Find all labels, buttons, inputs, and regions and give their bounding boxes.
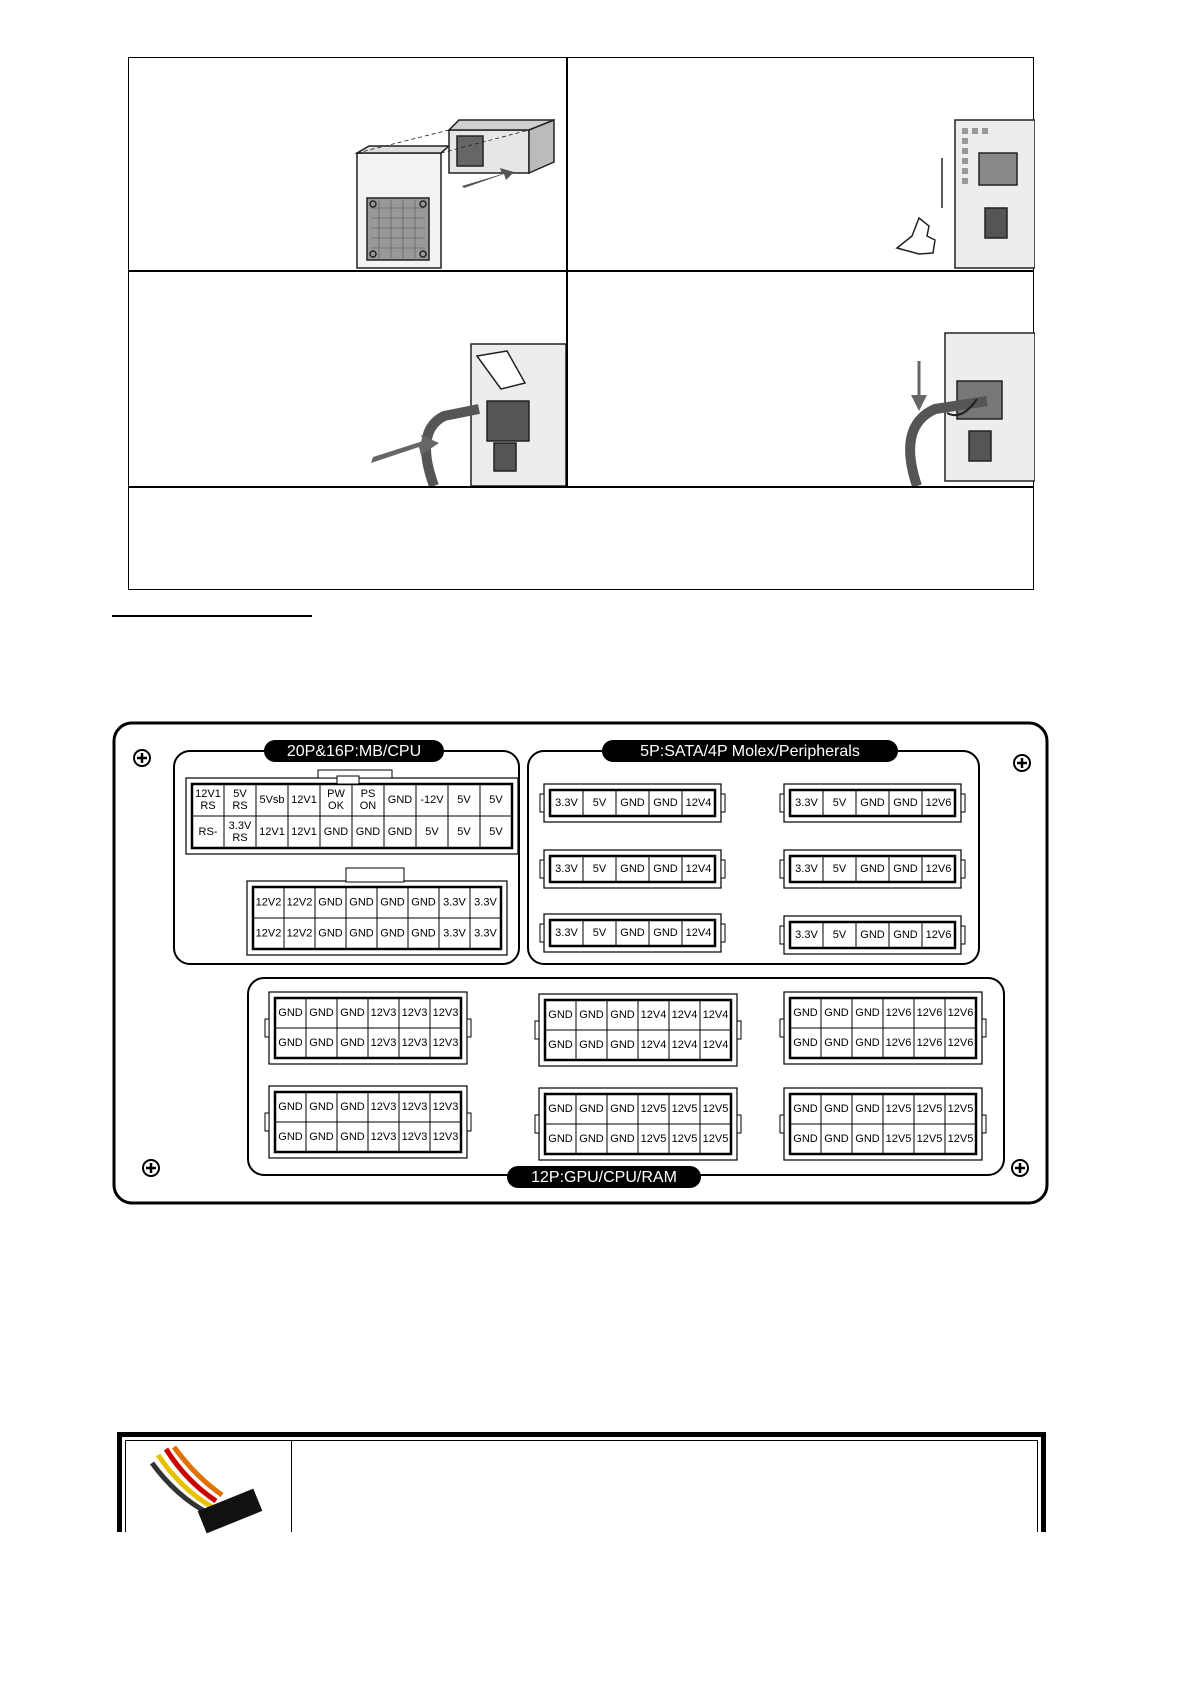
screw-icon <box>143 1160 159 1176</box>
pin-label: GND <box>309 1006 334 1019</box>
pin-label: GND <box>309 1130 334 1143</box>
pin-label: 12V3 <box>432 1006 459 1019</box>
pin-label: 12V6 <box>925 796 952 809</box>
cable-photo-cell <box>126 1441 292 1532</box>
pin-label: GND <box>355 825 381 838</box>
pin-label: GND <box>380 927 405 940</box>
pin-label: 12V5 <box>885 1132 912 1145</box>
screw-icon <box>134 750 150 766</box>
pin-label: 12V5 <box>702 1132 729 1145</box>
pin-label: 12V6 <box>947 1006 974 1019</box>
connector-12pin-gpu-1 <box>265 992 471 1064</box>
pin-label: 12V3 <box>432 1036 459 1049</box>
connector-12pin-gpu-4 <box>265 1086 471 1158</box>
pin-label: GND <box>793 1006 818 1019</box>
pin-label: GND <box>340 1100 365 1113</box>
pin-label: GND <box>824 1006 849 1019</box>
pin-label: GND <box>548 1008 573 1021</box>
cable-description-cell <box>292 1441 1037 1532</box>
pin-label: PW <box>327 787 345 800</box>
connector-12pin-gpu-3 <box>780 992 986 1064</box>
pin-label: 5V <box>832 862 847 875</box>
pin-label: GND <box>824 1132 849 1145</box>
pin-label: 12V1 <box>195 787 221 800</box>
power-cable-illustration <box>129 271 566 486</box>
power-switch-illustration <box>567 58 1035 270</box>
pin-label: 12V3 <box>432 1130 459 1143</box>
pin-label: 12V2 <box>255 896 282 909</box>
pin-label: GND <box>349 927 374 940</box>
pin-label: 12V4 <box>671 1038 698 1051</box>
pin-label: 12V5 <box>885 1102 912 1115</box>
connector-sata-right-1 <box>780 784 965 822</box>
step-install-psu <box>129 58 566 270</box>
pin-label: GND <box>340 1130 365 1143</box>
pin-label: GND <box>349 896 374 909</box>
pin-label: GND <box>579 1132 604 1145</box>
group-title-peripherals <box>602 740 898 762</box>
pin-label: GND <box>309 1100 334 1113</box>
grid-divider <box>129 486 1033 488</box>
pin-label: 12V4 <box>702 1008 729 1021</box>
pin-label: 5V <box>592 796 607 809</box>
svg-text:20P&16P:MB/CPU: 20P&16P:MB/CPU <box>286 743 422 761</box>
pin-label: 12V2 <box>286 927 313 940</box>
connector-12pin-gpu-5 <box>535 1088 741 1160</box>
pin-label: GND <box>620 926 645 939</box>
pin-label: GND <box>278 1100 303 1113</box>
pin-label: 5V <box>457 793 471 806</box>
pin-label: 12V3 <box>401 1100 428 1113</box>
pin-label: 12V6 <box>916 1006 943 1019</box>
pin-label: OK <box>328 799 344 812</box>
pin-label: GND <box>855 1102 880 1115</box>
pin-label: 12V1 <box>291 793 317 806</box>
pin-label: 12V4 <box>640 1008 667 1021</box>
pin-label: 12V3 <box>401 1006 428 1019</box>
pin-label: GND <box>855 1132 880 1145</box>
pin-label: PS <box>360 787 376 800</box>
power-cable-clip-illustration <box>567 271 1035 486</box>
pin-label: GND <box>579 1008 604 1021</box>
pin-label: 12V6 <box>885 1006 912 1019</box>
pin-label: 12V4 <box>671 1008 698 1021</box>
pin-label: 5V <box>592 862 607 875</box>
svg-text:5P:SATA/4P Molex/Peripherals: 5P:SATA/4P Molex/Peripherals <box>640 743 860 761</box>
pin-label: 5V <box>457 825 471 838</box>
pin-label: 12V5 <box>947 1102 974 1115</box>
pin-label: 3.3V <box>443 927 466 940</box>
connector-16pin-cpu <box>247 868 507 955</box>
step-secure-clip <box>567 271 1035 486</box>
pin-label: 12V4 <box>685 926 712 939</box>
pin-label: GND <box>579 1102 604 1115</box>
pin-label: 5V <box>425 825 439 838</box>
step-plug-cable <box>129 271 566 486</box>
pin-label: GND <box>653 862 678 875</box>
power-supply-illustration <box>129 58 566 270</box>
connector-12pin-gpu-6 <box>780 1088 986 1160</box>
pin-label: 5Vsb <box>259 793 285 806</box>
pin-label: GND <box>340 1006 365 1019</box>
pin-label: GND <box>855 1036 880 1049</box>
pin-label: 3.3V <box>555 926 578 939</box>
pin-label: 3.3V <box>555 796 578 809</box>
pin-label: RS <box>200 799 216 812</box>
pin-label: GND <box>893 862 918 875</box>
pin-label: ON <box>359 799 377 812</box>
pin-label: GND <box>309 1036 334 1049</box>
pin-label: 12V5 <box>640 1132 667 1145</box>
pin-label: 12V5 <box>702 1102 729 1115</box>
group-title-gpu <box>507 1166 701 1188</box>
pin-label: GND <box>793 1132 818 1145</box>
pin-label: 12V4 <box>685 862 712 875</box>
pin-label: GND <box>579 1038 604 1051</box>
pin-label: 12V5 <box>671 1132 698 1145</box>
pin-label: RS <box>232 831 248 844</box>
pin-label: 12V5 <box>671 1102 698 1115</box>
pin-label: 12V1 <box>291 825 317 838</box>
connector-20pin-mb <box>186 770 518 854</box>
screw-icon <box>1012 1160 1028 1176</box>
cable-table <box>117 1432 1046 1532</box>
pin-label: 12V5 <box>916 1132 943 1145</box>
pin-label: GND <box>278 1006 303 1019</box>
pin-label: GND <box>411 896 436 909</box>
pin-label: GND <box>893 928 918 941</box>
pin-label: GND <box>653 926 678 939</box>
pin-label: GND <box>548 1038 573 1051</box>
pin-label: GND <box>278 1130 303 1143</box>
pin-label: GND <box>318 927 343 940</box>
pin-label: 3.3V <box>555 862 578 875</box>
pin-label: 12V6 <box>916 1036 943 1049</box>
pin-label: 12V3 <box>370 1036 397 1049</box>
pin-label: GND <box>653 796 678 809</box>
pin-label: 3.3V <box>443 896 466 909</box>
pin-label: 3.3V <box>795 796 818 809</box>
pin-label: GND <box>548 1132 573 1145</box>
pin-label: GND <box>380 896 405 909</box>
pin-label: 12V5 <box>640 1102 667 1115</box>
pin-label: GND <box>855 1006 880 1019</box>
pin-label: GND <box>340 1036 365 1049</box>
pin-label: GND <box>278 1036 303 1049</box>
pin-label: GND <box>793 1102 818 1115</box>
pin-label: GND <box>824 1036 849 1049</box>
pin-label: 12V3 <box>432 1100 459 1113</box>
pin-label: 12V6 <box>885 1036 912 1049</box>
installation-steps-table <box>128 57 1034 590</box>
connector-12pin-gpu-2 <box>535 994 741 1066</box>
pin-label: GND <box>387 825 413 838</box>
pin-label: 12V6 <box>925 928 952 941</box>
pin-label: 3.3V <box>474 927 497 940</box>
cable-photo <box>126 1441 291 1537</box>
pin-label: 12V4 <box>685 796 712 809</box>
pin-label: 12V1 <box>259 825 285 838</box>
pin-label: GND <box>860 796 885 809</box>
pin-label: GND <box>610 1038 635 1051</box>
pin-label: 12V3 <box>401 1130 428 1143</box>
pin-label: GND <box>610 1102 635 1115</box>
pin-label: RS <box>232 799 248 812</box>
pin-label: 5V <box>489 793 503 806</box>
pin-label: 12V4 <box>702 1038 729 1051</box>
pin-label: GND <box>548 1102 573 1115</box>
pin-label: GND <box>411 927 436 940</box>
pin-label: 5V <box>233 787 247 800</box>
connector-sata-left-1 <box>540 784 725 822</box>
pin-label: RS- <box>198 825 218 838</box>
step-switch-off <box>567 58 1035 270</box>
pin-label: 5V <box>489 825 503 838</box>
pin-label: 5V <box>832 928 847 941</box>
pin-label: GND <box>824 1102 849 1115</box>
pin-label: GND <box>610 1008 635 1021</box>
pin-label: GND <box>318 896 343 909</box>
pin-label: GND <box>620 862 645 875</box>
pin-label: GND <box>323 825 349 838</box>
pin-label: 3.3V <box>795 928 818 941</box>
pin-label: 3.3V <box>474 896 497 909</box>
pin-label: 5V <box>592 926 607 939</box>
group-title-mb-cpu <box>264 740 444 762</box>
pin-label: 12V4 <box>640 1038 667 1051</box>
pin-label: GND <box>610 1132 635 1145</box>
pin-label: 3.3V <box>228 819 252 832</box>
pin-label: 5V <box>832 796 847 809</box>
connector-sata-right-3 <box>780 916 965 954</box>
pin-label: -12V <box>420 793 444 806</box>
pin-label: GND <box>793 1036 818 1049</box>
section-heading-underline <box>112 615 312 617</box>
pin-label: 12V3 <box>370 1130 397 1143</box>
pin-label: 3.3V <box>795 862 818 875</box>
screw-icon <box>1014 755 1030 771</box>
pin-label: GND <box>387 793 413 806</box>
pin-label: GND <box>893 796 918 809</box>
pin-label: 12V6 <box>947 1036 974 1049</box>
pin-label: GND <box>620 796 645 809</box>
pin-label: GND <box>860 862 885 875</box>
pin-label: 12V5 <box>916 1102 943 1115</box>
pin-label: 12V5 <box>947 1132 974 1145</box>
pin-label: 12V3 <box>401 1036 428 1049</box>
pin-label: 12V2 <box>286 896 313 909</box>
pin-label: 12V3 <box>370 1006 397 1019</box>
connector-sata-left-3 <box>540 914 725 952</box>
pin-label: GND <box>860 928 885 941</box>
svg-text:12P:GPU/CPU/RAM: 12P:GPU/CPU/RAM <box>531 1169 677 1187</box>
pin-label: 12V6 <box>925 862 952 875</box>
pin-label: 12V2 <box>255 927 282 940</box>
connector-sata-left-2 <box>540 850 725 888</box>
pin-label: 12V3 <box>370 1100 397 1113</box>
connector-sata-right-2 <box>780 850 965 888</box>
